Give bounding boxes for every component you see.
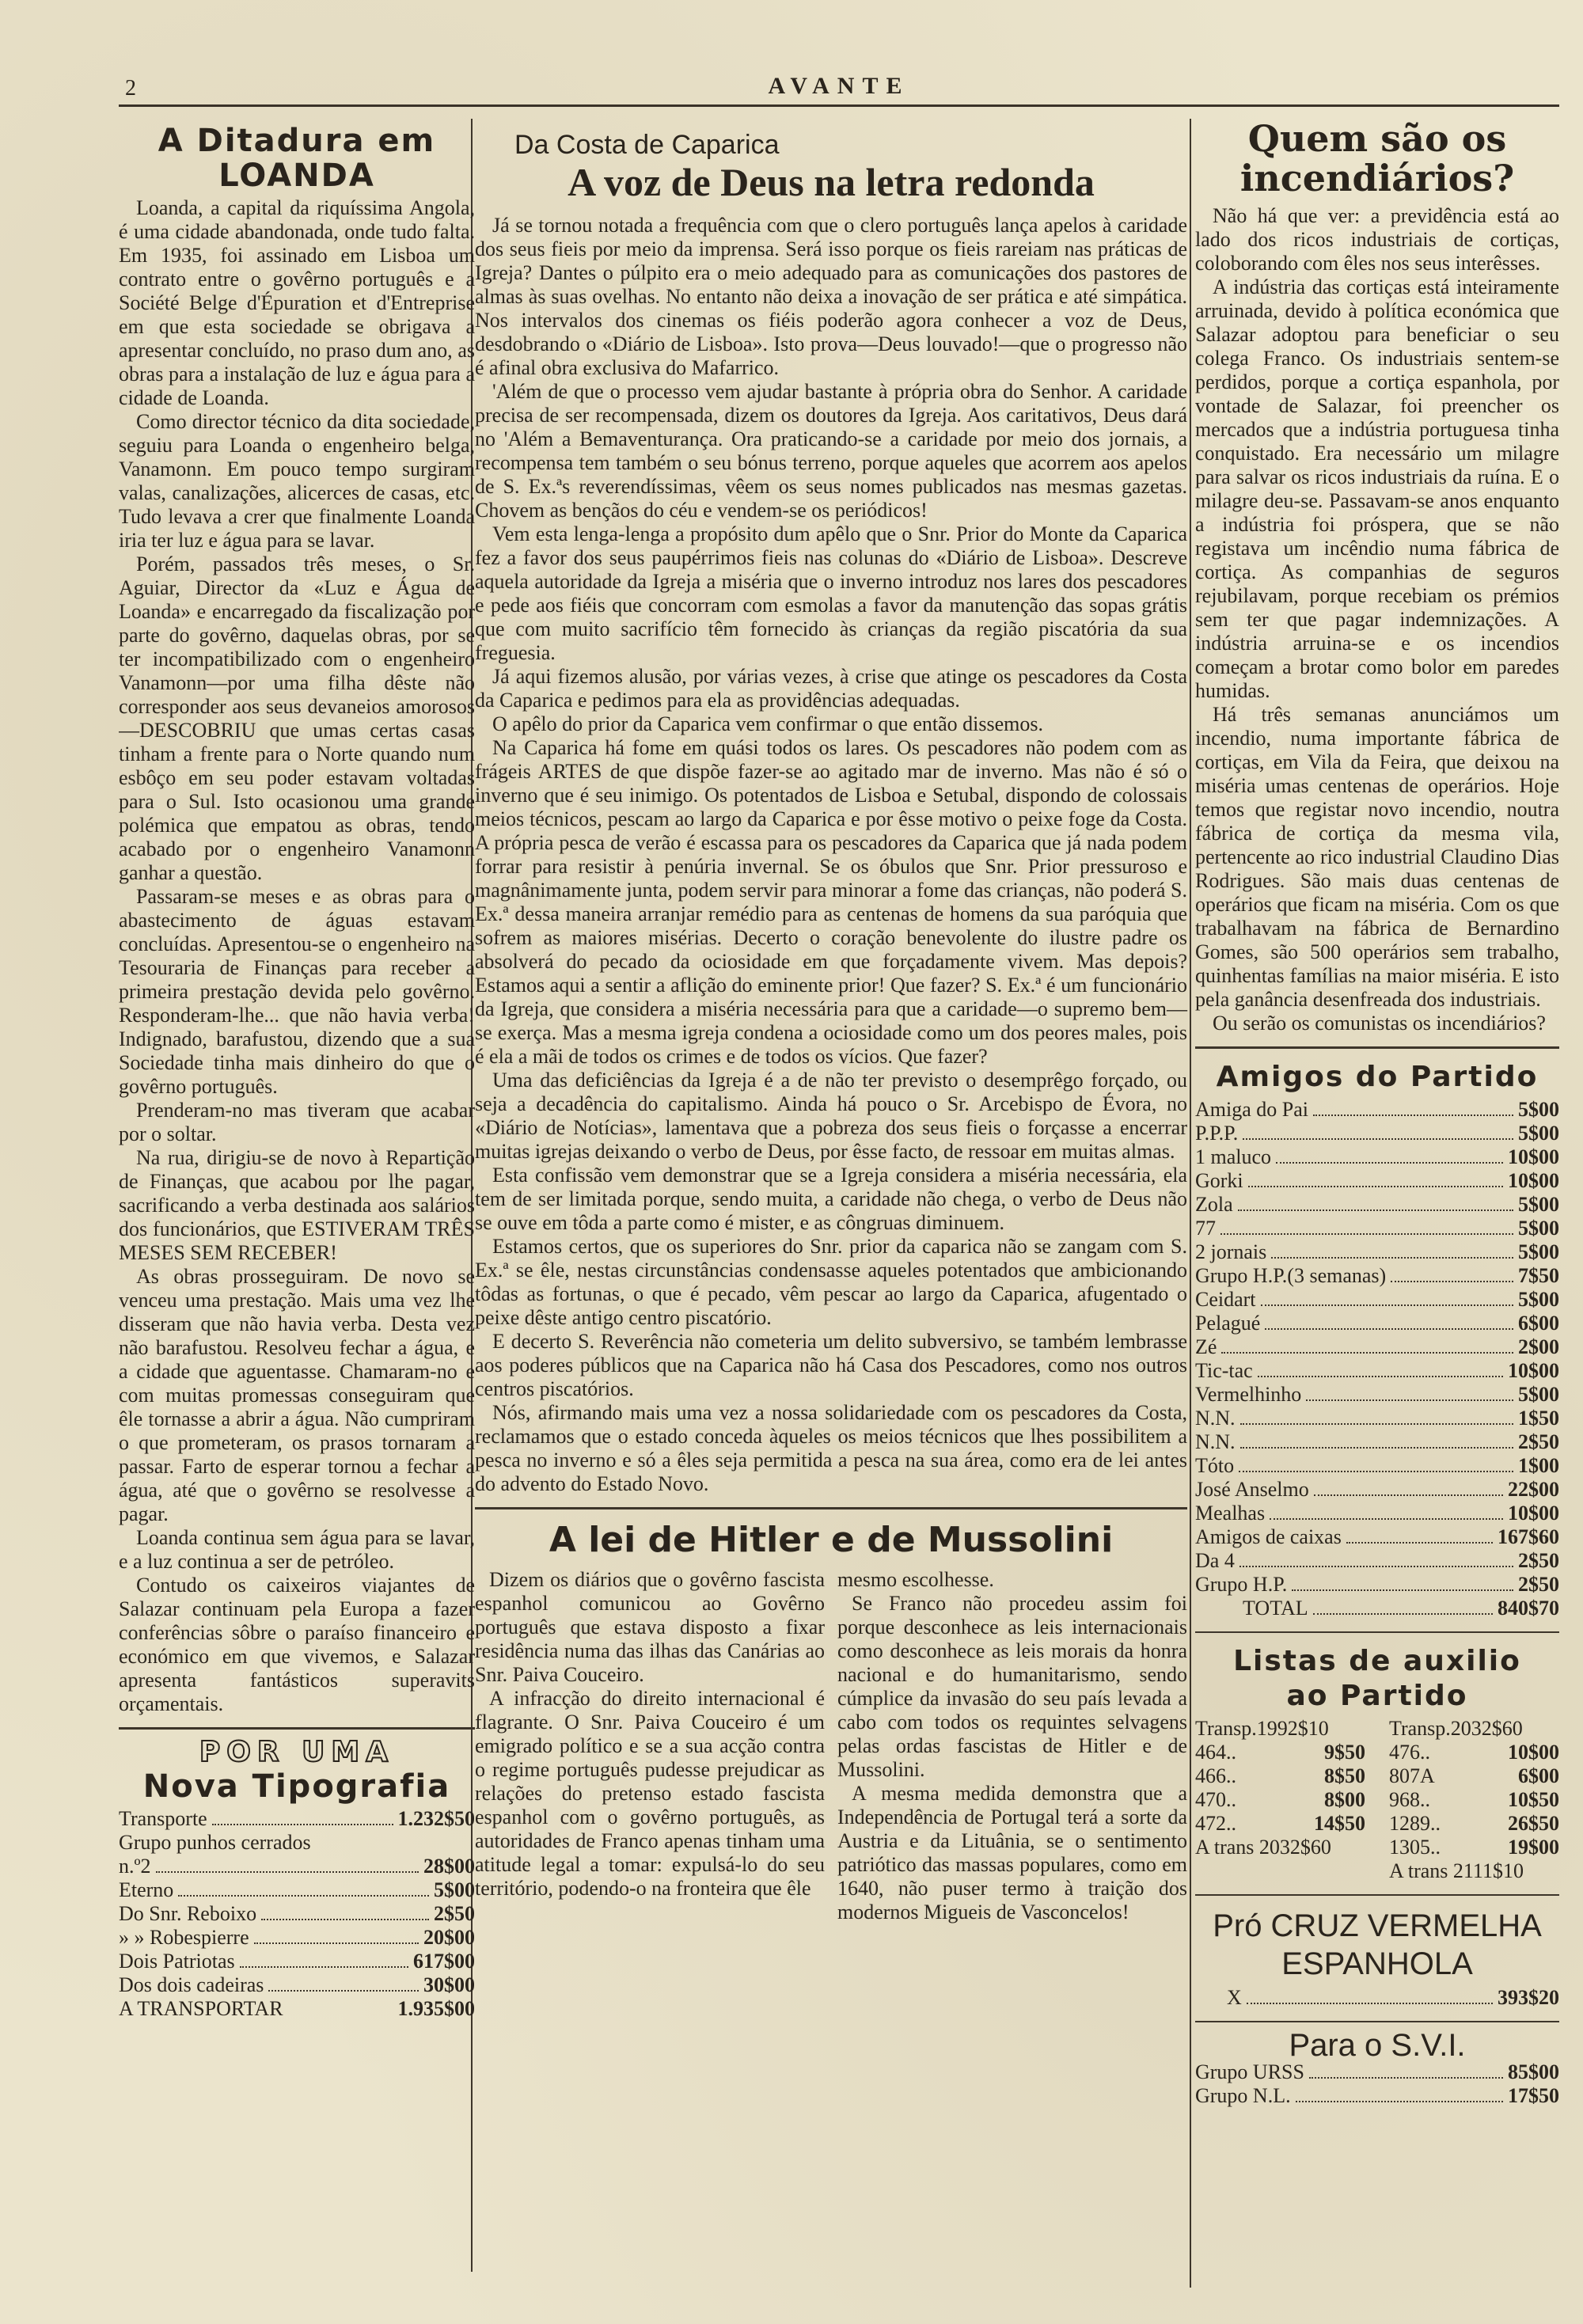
list-item: X 393$20: [1227, 1986, 1559, 2009]
paragraph: Na Caparica há fome em quási todos os lares. Os pescadores não podem com as frágeis ARTES de que dispõe fazer-se ao agitado mar de inverno. Mas não é só o inverno que é seu inimigo. Os potentados de Lisboa e Setubal, dispondo de colossais meios técnicos, pescam ao largo da Caparica e por êsse motivo o peixe foge da Costa. A própria pesca de verão é escassa para os pescadores da Caparica que já nada podem forrar para resistir à penúria invernal. Se os óbulos que Snr. Prior pressuroso e magnânimamente junta, podem servir para minorar a fome das crianças, não poderá S. Ex.ª dessa maneira arranjar remédio para as centenas de homens da sua paróquia que sofrem as maiores misérias. Decerto o coração benevolente do ilustre padre os absolverá do pecado da ociosidade em que forçadamente vivem. Mas depois? Estamos aqui a sentir a aflição do eminente prior! Que fazer? S. Ex.ª é um funcionário da Igreja, que considera a miséria necessária para que a caridade—o supremo bem—se exerça. Mas a mesma igreja condena a ociosidade como um dos peores males, pois é ela a mãi de todos os crimes e de todos os vícios. Que fazer?: [475, 736, 1187, 1068]
paragraph: Loanda, a capital da riquíssima Angola, é uma cidade abandonada, onde tudo falta. Em 1935, foi assinado em Lisboa um contrato entre o govêrno português e a Société Belge d'Épuration et d'Entreprise em que esta sociedade se obrigava a apresentar concluído, no praso dum ano, as obras para a instalação de luz e água para a cidade de Loanda.: [119, 196, 475, 409]
column-left: [119, 119, 475, 2288]
paragraph: Vem esta lenga-lenga a propósito dum apêlo que o Snr. Prior do Monte da Caparica fez a favor dos seus paupérrimos fieis nas colunas do «Diário de Lisboa». Descreve aquela autoridade da Igreja a miséria que o inverno introduz nos lares dos pescadores e pede aos fiéis que concorram com esmolas a favor da manutenção das sopas grátis que com muito sacrifício têm fornecido às crianças da região piscatória da sua freguesia.: [475, 522, 1187, 664]
box-title: Para o S.V.I.: [1289, 2028, 1466, 2063]
list-item: José Anselmo 22$00: [1195, 1478, 1559, 1501]
box-title: [1195, 1907, 1559, 1983]
article-title: A lei de Hitler e de Mussolini: [549, 1520, 1114, 1560]
paragraph: Nós, afirmando mais uma vez a nossa solidariedade com os pescadores da Costa, reclamamos que o estado conceda àqueles os meios técnicos que lhes possibilitem a pesca no inverno e só a êles seja permitida a pesca na sua área, como era de lei antes do advento do Estado Novo.: [475, 1401, 1187, 1495]
masthead: AVANTE: [768, 73, 910, 99]
subcolumn-left: [475, 1568, 825, 1924]
list-item: 1305.. 19$00: [1389, 1836, 1559, 1859]
list-total: A trans 2111$10: [1389, 1859, 1524, 1882]
section-rule: [1195, 2021, 1559, 2022]
column-divider: [1190, 119, 1191, 2288]
list-item: Ceidart 5$00: [1195, 1288, 1559, 1311]
paragraph: Porém, passados três meses, o Sr. Aguiar, Director da «Luz e Água de Loanda» e encarregado da fiscalização por parte do govêrno, daquelas obras, por se ter incompatibilizado com o engenheiro Vanamonn—por uma filha dêste não corresponder aos seus devaneios amorosos—DESCOBRIU que umas certas casas tinham a frente para o Norte quando num esbôço em seu poder estavam voltadas para o Sul. Isto ocasionou uma grande polémica que empatou as obras, tendo acabado por o engenheiro Vanamonn ganhar a questão.: [119, 553, 475, 884]
list-item: Dos dois cadeiras 30$00: [119, 1973, 475, 1996]
list-item: 464.. 9$50: [1195, 1741, 1365, 1764]
article-title: A voz de Deus na letra redonda: [568, 160, 1095, 204]
donation-list: [1195, 1098, 1559, 1620]
paragraph: A mesma medida demonstra que a Independência de Portugal terá a sorte da Austria e da Lituânia, se o sentimento patriótico das massas populares, como em 1640, não puser termo à traição dos modernos Migueis de Vasconcelos!: [837, 1782, 1187, 1923]
list-item: Transp.2032$60: [1389, 1717, 1523, 1740]
list-item: Dois Patriotas 617$00: [119, 1950, 475, 1973]
paragraph: Já aqui fizemos alusão, por várias vezes, à crise que atinge os pescadores da Costa da Caparica e pedimos para ela as providências adequadas.: [475, 665, 1187, 712]
list-item: Amigos de caixas 167$60: [1195, 1525, 1559, 1548]
relief-lists-right: [1389, 1717, 1559, 1883]
paragraph: A indústria das cortiças está inteiramente arruinada, devido à política económica que Salazar adoptou para beneficiar o seu colega Franco. Os industriais sentem-se perdidos, porque a cortiça espanhola, por vontade de Salazar, foi preencher os mercados que a indústria portuguesa tinha conquistado. Era necessário um milagre para salvar os ricos industriais da ruína. E o milagre deu-se. Passavam-se anos enquanto a indústria foi próspera, que se não registava um incêndio numa fábrica de cortiça. As companhias de seguros rejubilavam, porque recebiam os prémios sem ter que pagar indemnizações. A indústria arruina-se e os incendios começam a brotar como bolor em paredes humidas.: [1195, 275, 1559, 702]
article-title-line: incendiários?: [1239, 157, 1515, 199]
paragraph: Estamos certos, que os superiores do Snr. prior da caparica não se zangam com S. Ex.ª se êle, nestas circunstâncias condensasse aqueles potentados que ambicionando tôdas as fortunas, o que é pecado, vêm pescar ao largo da Caparica, afugentado o peixe dêste antigo centro piscatório.: [475, 1235, 1187, 1329]
box-title: Nova Tipografia: [142, 1768, 451, 1805]
paragraph: Na rua, dirigiu-se de novo à Repartição de Finanças, que acabou por lhe pagar, sacrificando a verba destinada aos salários dos funcionários, que ESTIVERAM TRÊS MESES SEM RECEBER!: [119, 1146, 475, 1264]
list-item: 2 jornais 5$00: [1195, 1240, 1559, 1263]
list-item: 472.. 14$50: [1195, 1812, 1365, 1835]
section-rule: [1195, 1894, 1559, 1896]
donation-list: [1195, 1986, 1559, 2010]
box-title: [1195, 1644, 1559, 1714]
paragraph: Não há que ver: a previdência está ao lado dos ricos industriais de cortiças, coloborando com êles nos seus interêsses.: [1195, 204, 1559, 275]
list-item: 807A 6$00: [1389, 1764, 1559, 1787]
list-item: Gorki 10$00: [1195, 1169, 1559, 1192]
paragraph: Uma das deficiências da Igreja é a de não ter previsto o desemprêgo forçado, ou seja a decadência do capitalismo. Ainda há pouco o Sr. Arcebispo de Évora, no «Diário de Notícias», lamentava que a pobreza dos seus fieis o forçasse a encerrar muitas igrejas deixando o verbo de Deus, por êsse facto, de ressoar em muitas almas.: [475, 1069, 1187, 1163]
list-item: n.º2 28$00: [119, 1855, 475, 1878]
list-item: 77 5$00: [1195, 1217, 1559, 1240]
paragraph: Prenderam-no mas tiveram que acabar por o soltar.: [119, 1099, 475, 1145]
paragraph: mesmo escolhesse.: [837, 1568, 994, 1591]
article-title-line: Quem são os: [1247, 119, 1507, 160]
section-rule: [119, 1727, 475, 1730]
article-body-two-columns: [475, 1568, 1187, 1924]
column-right: [1195, 119, 1559, 2288]
article-body: [1195, 204, 1559, 1035]
list-item: Grupo punhos cerrados: [119, 1831, 311, 1854]
article-kicker: Da Costa de Caparica: [514, 130, 780, 160]
list-item: P.P.P. 5$00: [1195, 1122, 1559, 1145]
relief-lists-table: [1195, 1717, 1559, 1883]
box-title-line: Listas de auxilio: [1233, 1645, 1521, 1677]
paragraph: As obras prosseguiram. De novo se venceu uma prestação. Mais uma vez lhe disseram que não havia verba. Desta vez não barafustou. Resolveu fechar a água, e a cidade que aguentasse. Chamaram-no e com muitas promessas conseguiram que êle tornasse a abrir a água. Não cumpriram o que prometeram, os prasos tornaram a passar. Farto de esperar tornou a fechar a água, até que o govêrno se resolvesse a pagar.: [119, 1265, 475, 1525]
paragraph: Passaram-se meses e as obras para o abastecimento de águas estavam concluídas. Apresentou-se o engenheiro na Tesouraria de Finanças para receber a primeira prestação devida pelo govêrno. Responderam-lhe... que não havia verba! Indignado, barafustou, dizendo que a sua Sociedade tinha mais dinheiro do que o govêrno português.: [119, 885, 475, 1098]
list-item: Do Snr. Reboixo 2$50: [119, 1902, 475, 1925]
paragraph: Se Franco não procedeu assim foi porque desconhece as leis internacionais como desconhece as leis morais da honra nacional e do humanitarismo, sendo cúmplice da invasão do seu país levada a cabo com todos os requintes selvagens pelas ordas fascistas de Hitler e de Mussolini.: [837, 1592, 1187, 1781]
paragraph: Loanda continua sem água para se lavar, e a luz continua a ser de petróleo.: [119, 1526, 475, 1573]
list-item: N.N. 1$50: [1195, 1407, 1559, 1430]
paragraph: 'Além de que o processo vem ajudar bastante à própria obra do Senhor. A caridade precisa de ser recompensada, dizem os doutores da Igreja. Aos caritativos, Deus dará no 'Além a Bemaventurança. Ora praticando-se a caridade por meio dos jornais, a recompensa tem também o seu bónus terreno, porque aqueles que acorrem aos apelos de S. Ex.ªs reverendíssimas, vêem os seus nomes publicados nas mesmas gazetas. Chovem as bençãos do céu e vendem-se os periódicos!: [475, 380, 1187, 522]
list-item: Grupo H.P. 2$50: [1195, 1573, 1559, 1596]
paragraph: O apêlo do prior da Caparica vem confirmar o que então dissemos.: [492, 712, 1043, 735]
article-title: [1195, 119, 1559, 198]
list-item: Grupo URSS 85$00: [1195, 2060, 1559, 2083]
subcolumn-right: [837, 1568, 1187, 1924]
list-item: Tic-tac 10$00: [1195, 1359, 1559, 1382]
article-title: [119, 123, 475, 193]
section-rule: [475, 1507, 1187, 1509]
list-item: Da 4 2$50: [1195, 1549, 1559, 1572]
paragraph: Ou serão os comunistas os incendiários?: [1213, 1012, 1546, 1035]
page-number: 2: [125, 76, 138, 101]
list-item: Transp.1992$10: [1195, 1717, 1329, 1740]
list-item: N.N. 2$50: [1195, 1430, 1559, 1453]
list-item: » » Robespierre 20$00: [119, 1926, 475, 1949]
article-title-line: A Ditadura em: [158, 123, 436, 159]
list-total: TOTAL 840$70: [1243, 1597, 1559, 1620]
list-item: Vermelhinho 5$00: [1195, 1383, 1559, 1406]
paragraph: Contudo os caixeiros viajantes de Salazar continuam pela Europa a fazer conferências sôbre o paraíso financeiro e económico em que vivemos, e Salazar apresenta fantásticos superavits orçamentais.: [119, 1574, 475, 1715]
paragraph: Dizem os diários que o govêrno fascista espanhol comunicou ao Govêrno português que estava disposto a fixar residência numa das ilhas das Canárias ao Snr. Paiva Couceiro.: [475, 1568, 825, 1686]
list-item: 466.. 8$50: [1195, 1764, 1365, 1787]
list-item: Eterno 5$00: [119, 1878, 475, 1901]
box-title: Amigos do Partido: [1216, 1061, 1539, 1093]
list-total: A TRANSPORTAR 1.935$00: [119, 1997, 475, 2020]
paragraph: Esta confissão vem demonstrar que se a Igreja considera a miséria necessária, ela tem de ser limitada porque, sendo muita, a caridade não chega, o verbo de Deus não se ouve em tôda a parte como é mister, e as côngruas diminuem.: [475, 1164, 1187, 1234]
section-rule: [1195, 1631, 1559, 1633]
paragraph: E decerto S. Reverência não cometeria um delito subversivo, se também lembrasse aos poderes públicos que na Caparica não há Casa dos Pescadores, como nos outros centros piscatórios.: [475, 1330, 1187, 1400]
list-item: Zola 5$00: [1195, 1193, 1559, 1216]
article-body: [475, 214, 1187, 1496]
list-item: 968.. 10$50: [1389, 1788, 1559, 1811]
list-item: Tóto 1$00: [1195, 1454, 1559, 1477]
list-item: 1 maluco 10$00: [1195, 1145, 1559, 1168]
box-title-line: ESPANHOLA: [1281, 1946, 1473, 1981]
relief-lists-left: [1195, 1717, 1365, 1883]
box-title-line: Pró CRUZ VERMELHA: [1213, 1908, 1542, 1943]
paragraph: Há três semanas anunciámos um incendio, numa importante fábrica de cortiças, em Vila da Feira, que deixou na miséria umas centenas de operários. Hoje temos que registar novo incendio, noutra fábrica de cortiça da mesma vila, pertencente ao rico industrial Claudino Dias Rodrigues. São mais duas centenas de operários que ficam na miséria. Com os que trabalhavam na fábrica de Bernardino Gomes, são 500 operários sem trabalho, quinhentas famílias na maior miséria. E isto pela ganância desenfreada dos industriais.: [1195, 703, 1559, 1011]
box-title-outline: POR UMA: [199, 1736, 395, 1768]
column-center: [475, 119, 1187, 1924]
section-rule: [1195, 1046, 1559, 1049]
list-item: Grupo H.P.(3 semanas) 7$50: [1195, 1264, 1559, 1287]
paragraph: A infracção do direito internacional é flagrante. O Snr. Paiva Couceiro é um emigrado político e se a sua acção contra o regime português pudesse prejudicar as relações do pretenso estado fascista espanhol com o govêrno português, as autoridades de Franco apenas tinham uma atitude legal a tomar: expulsá-lo do seu território, podendo-o na fronteira que êle: [475, 1687, 825, 1900]
list-total: A trans 2032$60: [1195, 1836, 1331, 1859]
list-item: Amiga do Pai 5$00: [1195, 1098, 1559, 1121]
list-item: Pelagué 6$00: [1195, 1312, 1559, 1335]
paragraph: Já se tornou notada a frequência com que o clero português lança apelos à caridade dos seus fieis por meio da imprensa. Será isso porque os fieis rareiam nas práticas de Igreja? Dantes o púlpito era o meio adequado para as comunicações dos pastores de almas às suas ovelhas. No entanto não deixa a inovação de ser prática e até simpática. Nos intervalos dos cinemas os fiéis poderão agora conhecer a voz de Deus, desdobrando o «Diário de Lisboa». Isto prova—Deus louvado!—que o progresso não é afinal obra exclusiva do Mafarrico.: [475, 214, 1187, 379]
box-title-line: ao Partido: [1286, 1680, 1468, 1712]
paragraph: Como director técnico da dita sociedade, seguiu para Loanda o engenheiro belga, Vanamonn. Em pouco tempo surgiram valas, canalizações, alicerces de casas, etc. Tudo levava a crer que finalmente Loanda iria ter luz e água para se lavar.: [119, 410, 475, 552]
page-header: [119, 73, 1559, 107]
article-body: [119, 196, 475, 1716]
list-item: 1289.. 26$50: [1389, 1812, 1559, 1835]
list-item: 476.. 10$00: [1389, 1741, 1559, 1764]
list-item: Mealhas 10$00: [1195, 1502, 1559, 1525]
donation-list: [1195, 2060, 1559, 2108]
article-title-line: LOANDA: [218, 158, 375, 194]
list-item: Grupo N.L. 17$50: [1195, 2084, 1559, 2107]
list-item: Transporte 1.232$50: [119, 1807, 475, 1830]
list-item: 470.. 8$00: [1195, 1788, 1365, 1811]
list-item: Zé 2$00: [1195, 1335, 1559, 1358]
donation-list: [119, 1807, 475, 2021]
